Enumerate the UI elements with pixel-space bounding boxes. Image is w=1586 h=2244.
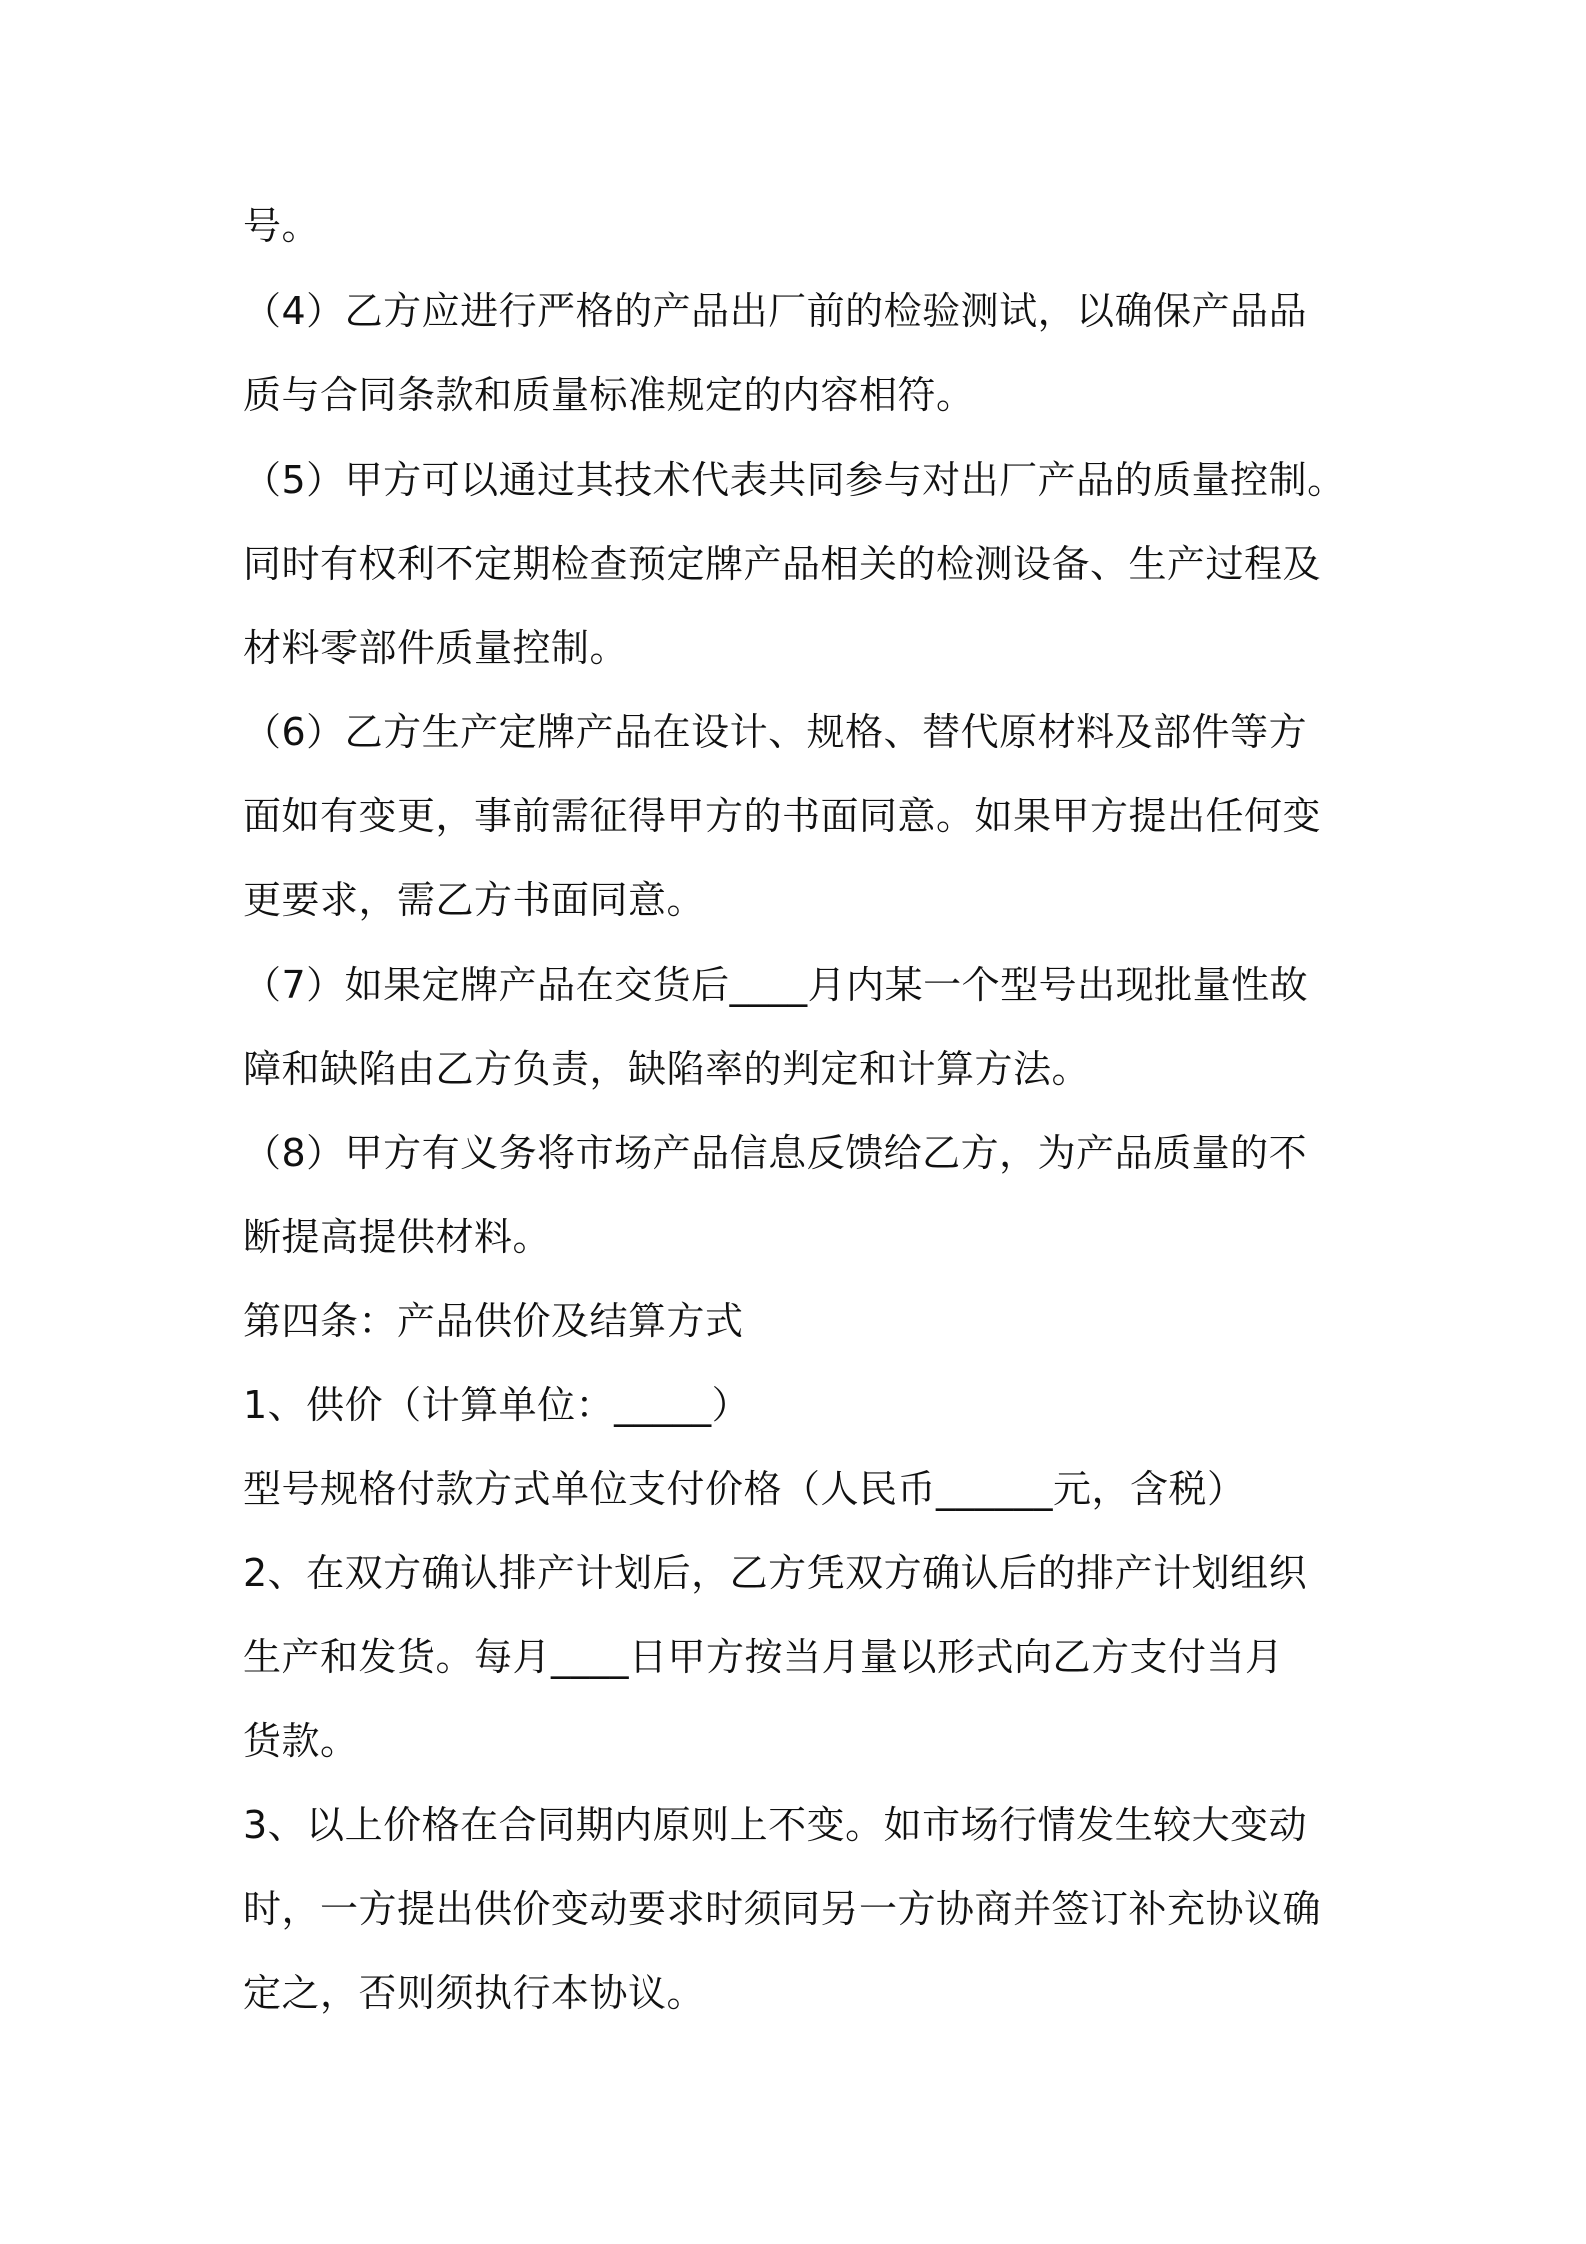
text-line: 断提高提供材料。 [243,1215,552,1259]
text-line: 面如有变更，事前需征得甲方的书面同意。如果甲方提出任何变 [243,794,1322,838]
text-line: 时，一方提出供价变动要求时须同另一方协商并签订补充协议确 [243,1887,1322,1931]
text-line: 2、在双方确认排产计划后，乙方凭双方确认后的排产计划组织 [243,1551,1308,1595]
text-line: 材料零部件质量控制。 [243,626,629,670]
text-line: 障和缺陷由乙方负责，缺陷率的判定和计算方法。 [243,1047,1091,1091]
text-line: 号。 [243,204,321,248]
text-line: 更要求，需乙方书面同意。 [243,878,706,922]
text-line: 3、以上价格在合同期内原则上不变。如市场行情发生较大变动 [243,1803,1308,1847]
text-line: 同时有权利不定期检查预定牌产品相关的检测设备、生产过程及 [243,542,1322,586]
text-line: （8）甲方有义务将市场产品信息反馈给乙方，为产品质量的不 [243,1131,1308,1175]
text-line: 货款。 [243,1719,359,1763]
text-line: （4）乙方应进行严格的产品出厂前的检验测试，以确保产品品 [243,289,1308,333]
text-line: 质与合同条款和质量标准规定的内容相符。 [243,373,975,417]
text-line: 型号规格付款方式单位支付价格（人民币______元，含税） [243,1467,1246,1511]
text-line: 定之，否则须执行本协议。 [243,1971,706,2015]
text-line: 生产和发货。每月____日甲方按当月量以形式向乙方支付当月 [243,1635,1284,1679]
text-line: 1、供价（计算单位：_____） [243,1383,751,1427]
text-line: （6）乙方生产定牌产品在设计、规格、替代原材料及部件等方 [243,710,1308,754]
section-heading: 第四条：产品供价及结算方式 [243,1299,744,1343]
text-line: （5）甲方可以通过其技术代表共同参与对出厂产品的质量控制。 [243,458,1346,502]
text-line: （7）如果定牌产品在交货后____月内某一个型号出现批量性故 [243,963,1309,1007]
